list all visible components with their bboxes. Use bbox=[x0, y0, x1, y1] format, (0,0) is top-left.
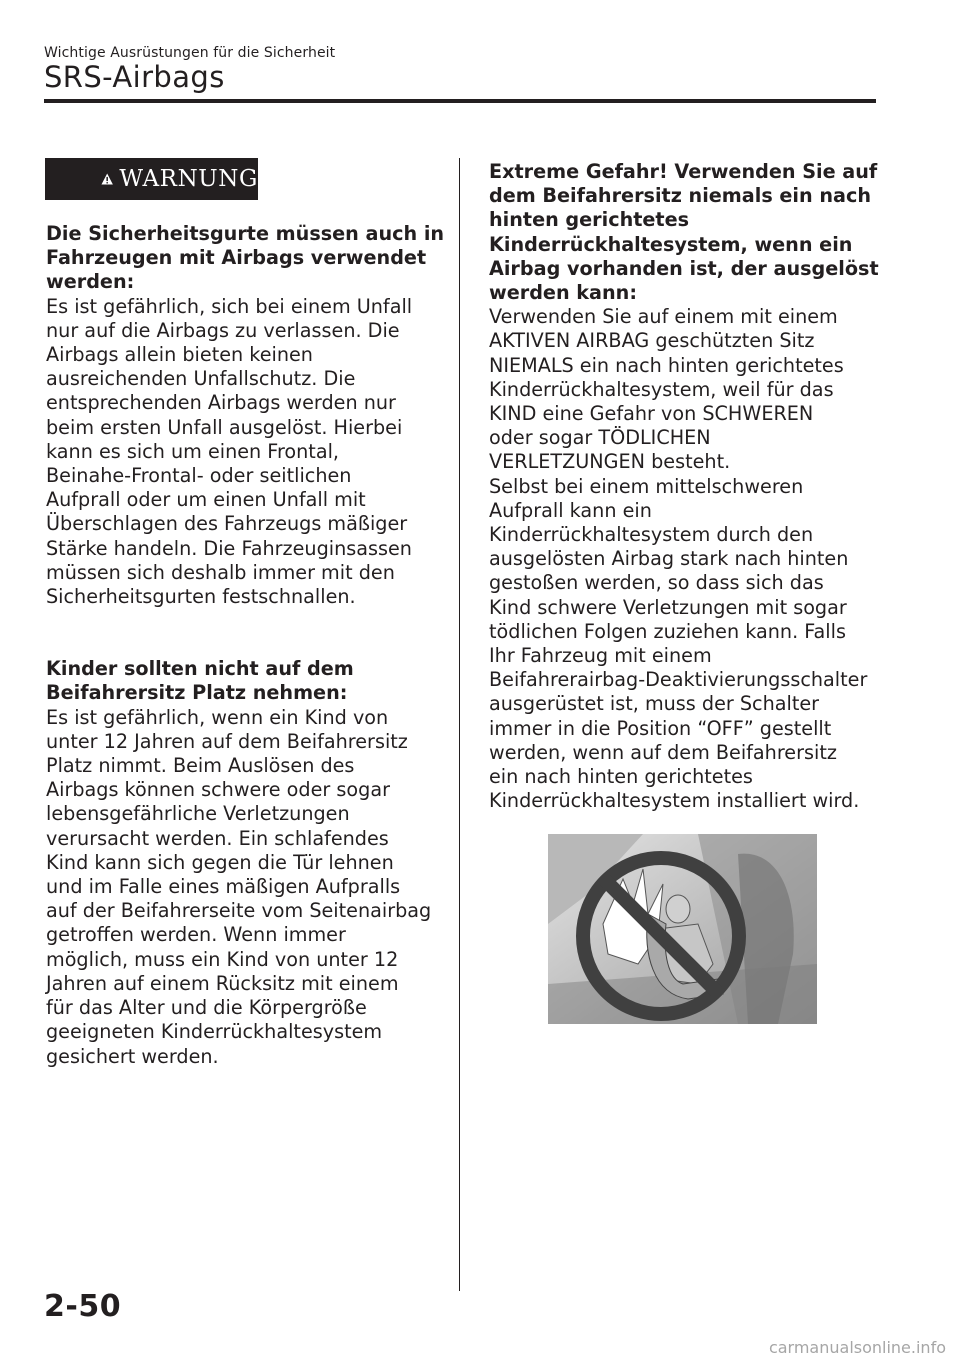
seatbelt-warning-body: Es ist gefährlich, sich bei einem Unfall nur auf die Airbags zu verlassen. Die Airbags allein bieten keinen ausreichenden Unfallschutz. Die entsprechenden Airbags werden nur beim ersten Unfall ausgelöst. Hierbei kann es sich um einen Frontal, Beinahe-Frontal- oder seitlichen Aufprall oder um einen Unfall mit Überschlagen des Fahrzeugs mäßiger Stärke handeln. Die Fahrzeuginsassen müssen sich deshalb immer mit den Sicherheitsgurten festschnallen. bbox=[46, 294, 413, 609]
watermark: carmanualsonline.info bbox=[768, 1338, 946, 1357]
rear-facing-seat-warning-body: Verwenden Sie auf einem mit einem AKTIVEN AIRBAG geschützten Sitz NIEMALS ein nach hinten gerichtetes Kinderrückhaltesystem, weil für das KIND eine Gefahr von SCHWEREN oder sogar TÖDLICHEN VERLETZUNGEN besteht. Selbst bei einem mittelschweren Aufprall kann ein Kinderrückhaltesystem durch den ausgelösten Airbag stark nach hinten gestoßen werden, so dass sich das Kind schwere Verletzungen mit sogar tödlichen Folgen zuziehen kann. Falls Ihr Fahrzeug mit einem Beifahrerairbag-Deaktivierungsschalter ausgerüstet ist, muss der Schalter immer in die Position “OFF” gestellt werden, wenn auf dem Beifahrersitz ein nach hinten gerichtetes Kinderrückhaltesystem installiert wird. bbox=[489, 305, 868, 813]
paragraph-gap bbox=[46, 609, 456, 657]
no-rear-facing-child-seat-icon bbox=[548, 834, 817, 1024]
page-number: 2-50 bbox=[44, 1289, 122, 1324]
children-warning-body: Es ist gefährlich, wenn ein Kind von unter 12 Jahren auf dem Beifahrersitz Platz nimmt. Beim Auslösen des Airbags können schwere oder sogar lebensgefährliche Verletzungen verursacht werden. Ein schlafendes Kind kann sich gegen die Tür lehnen und im Falle eines mäßigen Aufpralls auf der Beifahrerseite vom Seitenairbag getroffen werden. Wenn immer möglich, muss ein Kind von unter 12 Jahren auf einem Rücksitz mit einem für das Alter und die Körpergröße geeigneten Kinderrückhaltesystem gesichert werden. bbox=[46, 705, 432, 1068]
left-column bbox=[46, 222, 456, 1069]
right-column bbox=[489, 160, 879, 813]
warning-triangle-icon bbox=[101, 166, 113, 192]
header-rule bbox=[44, 99, 876, 103]
warning-banner bbox=[45, 158, 258, 200]
seatbelt-warning-heading: Die Sicherheitsgurte müssen auch in Fahrzeugen mit Airbags verwendet werden: bbox=[46, 222, 445, 294]
section-kicker: Wichtige Ausrüstungen für die Sicherheit bbox=[44, 45, 336, 61]
section-title: SRS-Airbags bbox=[44, 60, 225, 94]
rear-facing-seat-warning-heading: Extreme Gefahr! Verwenden Sie auf dem Beifahrersitz niemals ein nach hinten gerichtetes Kinderrückhaltesystem, wenn ein Airbag vorhanden ist, der ausgelöst werden kann: bbox=[489, 160, 879, 305]
children-warning-heading: Kinder sollten nicht auf dem Beifahrersitz Platz nehmen: bbox=[46, 657, 354, 705]
column-divider bbox=[459, 158, 460, 1291]
warning-label: WARNUNG bbox=[119, 166, 258, 192]
